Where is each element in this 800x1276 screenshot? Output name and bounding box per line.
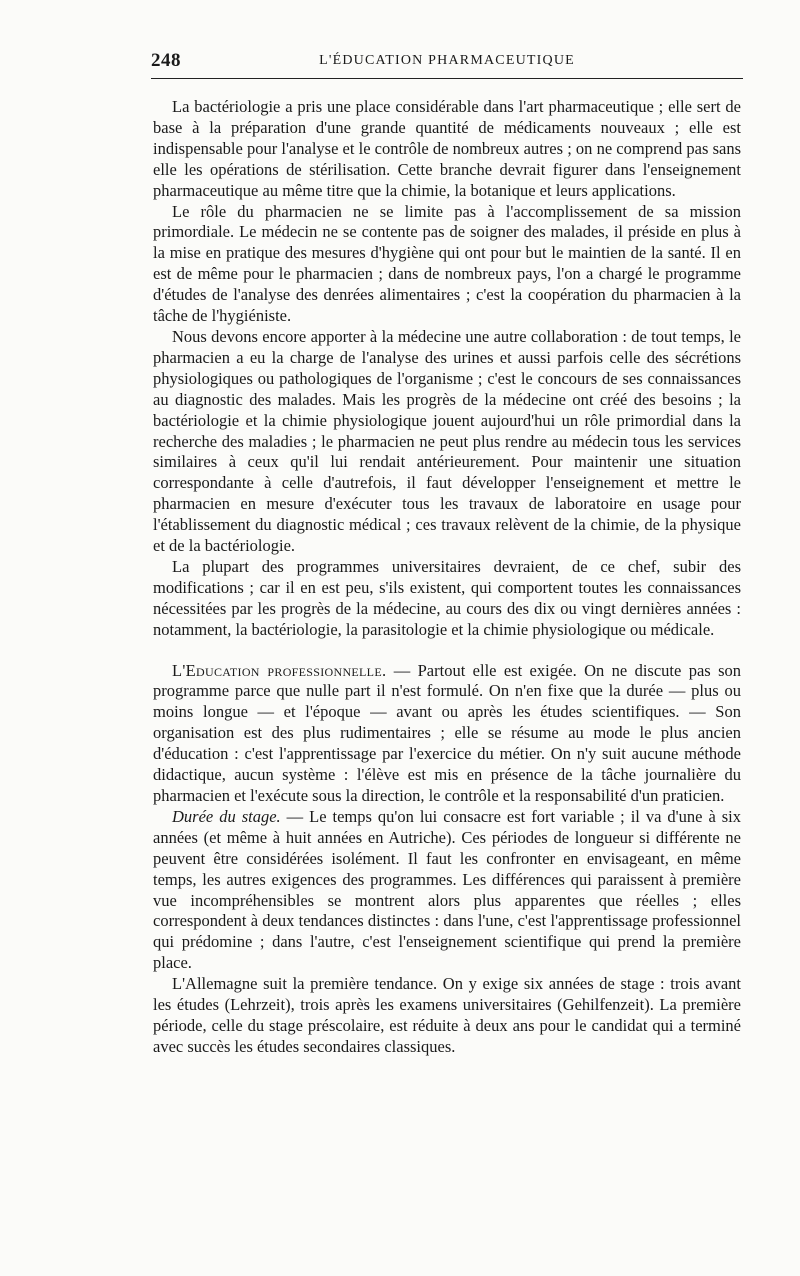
paragraph-allemagne: L'Allemagne suit la première tendance. On y exige six années de stage : trois avant les études (Lehrzeit), trois après les examens universitaires (Gehilfenzeit). La première période, celle du stage préscolaire, est réduite à deux ans pour le candidat qui a terminé avec succès les études secondaires classiques. — [153, 974, 741, 1056]
section-heading: L'Education professionnelle. — [172, 660, 387, 680]
paragraph-collaboration: Nous devons encore apporter à la médecine une autre collaboration : de tout temps, le pharmacien a eu la charge de l'analyse des urines et aussi parfois celle des sécrétions physiologiques ou pathologiques de l'organisme ; c'est le concours de ses connaissances au diagnostic des malades. Mais les progrès de la médecine ont créé des besoins ; la bactériologie et la chimie physiologique jouent aujourd'hui un rôle primordial dans la recherche des maladies ; le pharmacien ne peut plus rendre au médecin tous les services similaires à ceux qu'il lui rendait antérieurement. Pour maintenir une situation correspondante à celle d'autrefois, il faut développer l'enseignement et mettre le pharmacien en mesure d'exécuter tous les travaux de laboratoire en usage pour l'établissement du diagnostic médical ; ces travaux relèvent de la chimie, de la physique et de la bactériologie. — [153, 326, 741, 556]
header-rule — [151, 78, 743, 79]
page-header — [151, 50, 743, 72]
body-text — [153, 97, 741, 1058]
paragraph-bacteriology: La bactériologie a pris une place considérable dans l'art pharmaceutique ; elle sert de base à la préparation d'une grande quantité de médicaments nouveaux ; elle est indispensable pour l'analyse et le contrôle de nombreux autres ; on ne comprend pas sans elle les opérations de stérilisation. Cette branche devrait figurer dans l'enseignement pharmaceutique au même titre que la chimie, la botanique et leurs applications. — [153, 97, 741, 200]
running-title: L'ÉDUCATION PHARMACEUTIQUE — [319, 53, 575, 68]
subsection-dash: — — [280, 806, 310, 826]
page-number: 248 — [151, 50, 181, 71]
paragraph-education-professionnelle — [153, 661, 741, 807]
paragraph-role-pharmacien: Le rôle du pharmacien ne se limite pas à l'accomplissement de sa mission primordiale. Le médecin ne se contente pas de soigner des malades, il préside en plus à la mise en pratique des mesures d'hygiène qui ont pour but le maintien de la santé. Il en est de même pour le pharmacien ; dans de nombreux pays, l'on a chargé le programme d'études de l'analyse des denrées alimentaires ; c'est la coopération du pharmacien à la tâche de l'hygiéniste. — [153, 201, 741, 326]
section-text: Partout elle est exigée. On ne discute pas son programme parce que nulle part il n'est formulé. On n'en fixe que la durée — plus ou moins longue — et l'époque — avant ou après les études scientifiques. — Son organisation est des plus rudimentaires ; elle se résume au mode le plus ancien d'éducation : c'est l'apprentissage par l'exercice du métier. On n'y suit aucune méthode didactique, aucun système : l'élève est mis en présence de la tâche journalière du pharmacien et l'exécute sous la direction, le contrôle et la responsabilité d'un praticien. — [153, 660, 741, 805]
section-dash: — — [386, 660, 418, 680]
subsection-heading: Durée du stage. — [172, 806, 281, 826]
subsection-text: Le temps qu'on lui consacre est fort variable ; il va d'une à six années (et même à huit années en Autriche). Ces périodes de longueur si différente ne peuvent être considérées isolément. Il faut les confronter en envisageant, en même temps, les autres exigences des programmes. Les différences qui paraissent à première vue incompréhensibles se montrent alors plus apparentes que réelles ; elles correspondent à deux tendances distinctes : dans l'une, c'est l'apprentissage professionnel qui prédomine ; dans l'autre, c'est l'enseignement scientifique qui prend la première place. — [153, 806, 742, 973]
paragraph-programmes: La plupart des programmes universitaires devraient, de ce chef, subir des modifications ; car il en est peu, s'ils existent, qui comportent toutes les connaissances nécessitées par les progrès de la médecine, au cours des dix ou vingt dernières années : notamment, la bactériologie, la parasitologie et la chimie physiologique ou médicale. — [153, 556, 741, 639]
paragraph-duree-stage — [153, 807, 741, 974]
